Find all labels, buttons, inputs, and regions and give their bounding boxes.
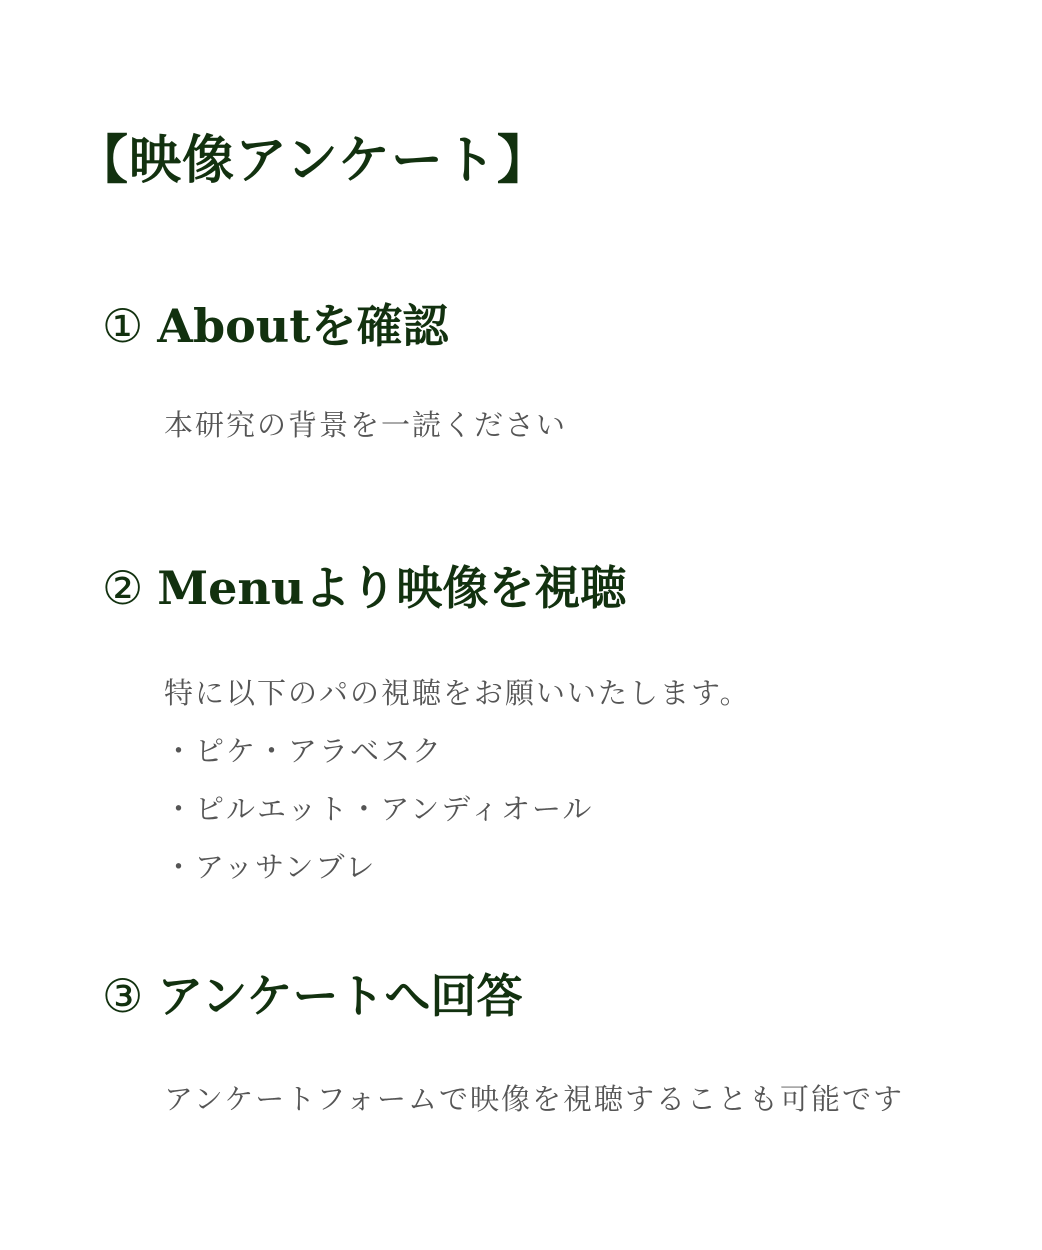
video-list bbox=[164, 722, 751, 896]
list-item: ・ピケ・アラベスク bbox=[164, 734, 444, 768]
step-title: アンケートへ回答 bbox=[157, 969, 523, 1023]
step-about bbox=[102, 296, 567, 454]
step-description: アンケートフォームで映像を視聴することも可能です bbox=[164, 1082, 904, 1116]
step-body bbox=[164, 664, 751, 896]
page-title: 【映像アンケート】 bbox=[76, 130, 550, 191]
step-menu bbox=[102, 558, 751, 896]
step-number: ① bbox=[102, 299, 144, 353]
step-survey bbox=[102, 966, 904, 1128]
step-heading-survey bbox=[102, 966, 904, 1026]
step-body bbox=[164, 1070, 904, 1128]
list-item: ・ピルエット・アンディオール bbox=[164, 792, 594, 826]
step-description: 本研究の背景を一読ください bbox=[164, 408, 568, 442]
step-heading-about bbox=[102, 296, 567, 356]
step-title: Aboutを確認 bbox=[157, 299, 449, 353]
step-heading-menu bbox=[102, 558, 751, 618]
step-number: ② bbox=[102, 561, 144, 615]
step-description: 特に以下のパの視聴をお願いいたします。 bbox=[164, 676, 751, 710]
step-title: Menuより映像を視聴 bbox=[157, 561, 627, 615]
step-number: ③ bbox=[102, 969, 144, 1023]
step-body bbox=[164, 396, 567, 454]
list-item: ・アッサンブレ bbox=[164, 850, 377, 884]
